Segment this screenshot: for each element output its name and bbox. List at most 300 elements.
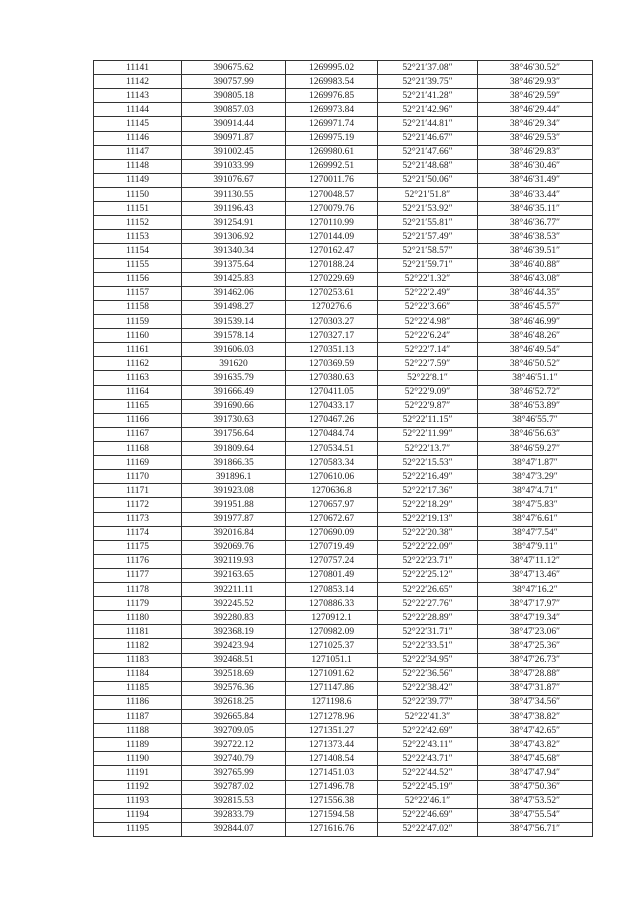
latitude-cell: 52°21′41.28″ [378,89,478,103]
table-row [94,159,593,173]
latitude-cell: 52°22′7.14″ [378,343,478,357]
latitude-cell: 52°22′46.69″ [378,808,478,822]
latitude-cell: 52°22′7.59″ [378,357,478,371]
point-number-cell: 11190 [94,752,182,766]
table-row [94,314,593,328]
table-row [94,724,593,738]
point-number-cell: 11142 [94,75,182,89]
y-coordinate-cell: 1271408.54 [286,752,378,766]
x-coordinate-cell: 392709.05 [182,724,286,738]
latitude-cell: 52°22′11.15″ [378,413,478,427]
longitude-cell: 38°47′5.83″ [478,498,593,512]
latitude-cell: 52°22′34.95″ [378,653,478,667]
x-coordinate-cell: 391606.03 [182,343,286,357]
y-coordinate-cell: 1270484.74 [286,427,378,441]
latitude-cell: 52°22′15.53″ [378,456,478,470]
x-coordinate-cell: 391498.27 [182,300,286,314]
longitude-cell: 38°47′45.68″ [478,752,593,766]
latitude-cell: 52°22′28.89″ [378,611,478,625]
longitude-cell: 38°46′29.59″ [478,89,593,103]
longitude-cell: 38°47′31.87″ [478,681,593,695]
latitude-cell: 52°22′19.13″ [378,512,478,526]
point-number-cell: 11182 [94,639,182,653]
longitude-cell: 38°47′28.88″ [478,667,593,681]
x-coordinate-cell: 390805.18 [182,89,286,103]
y-coordinate-cell: 1270276.6 [286,300,378,314]
latitude-cell: 52°22′16.49″ [378,470,478,484]
table-row [94,230,593,244]
point-number-cell: 11186 [94,695,182,709]
coordinates-table-body [94,61,593,837]
latitude-cell: 52°21′48.68″ [378,159,478,173]
table-row [94,752,593,766]
longitude-cell: 38°46′44.35″ [478,286,593,300]
table-row [94,498,593,512]
point-number-cell: 11185 [94,681,182,695]
latitude-cell: 52°22′31.71″ [378,625,478,639]
x-coordinate-cell: 390971.87 [182,131,286,145]
point-number-cell: 11191 [94,766,182,780]
latitude-cell: 52°22′9.09″ [378,385,478,399]
latitude-cell: 52°22′47.02″ [378,822,478,836]
y-coordinate-cell: 1269995.02 [286,61,378,75]
longitude-cell: 38°46′38.53″ [478,230,593,244]
point-number-cell: 11160 [94,329,182,343]
latitude-cell: 52°21′59.71″ [378,258,478,272]
y-coordinate-cell: 1270912.1 [286,611,378,625]
point-number-cell: 11170 [94,470,182,484]
x-coordinate-cell: 392765.99 [182,766,286,780]
point-number-cell: 11159 [94,314,182,328]
point-number-cell: 11152 [94,216,182,230]
point-number-cell: 11192 [94,780,182,794]
x-coordinate-cell: 392368.19 [182,625,286,639]
y-coordinate-cell: 1270369.59 [286,357,378,371]
longitude-cell: 38°47′55.54″ [478,808,593,822]
point-number-cell: 11169 [94,456,182,470]
y-coordinate-cell: 1270853.14 [286,583,378,597]
latitude-cell: 52°22′43.71″ [378,752,478,766]
y-coordinate-cell: 1270610.06 [286,470,378,484]
longitude-cell: 38°46′31.49″ [478,173,593,187]
point-number-cell: 11156 [94,272,182,286]
point-number-cell: 11189 [94,738,182,752]
table-row [94,258,593,272]
point-number-cell: 11150 [94,187,182,201]
point-number-cell: 11178 [94,583,182,597]
x-coordinate-cell: 391002.45 [182,145,286,159]
longitude-cell: 38°47′16.2″ [478,583,593,597]
point-number-cell: 11147 [94,145,182,159]
point-number-cell: 11154 [94,244,182,258]
y-coordinate-cell: 1269971.74 [286,117,378,131]
x-coordinate-cell: 391539.14 [182,314,286,328]
y-coordinate-cell: 1270467.26 [286,413,378,427]
y-coordinate-cell: 1269992.51 [286,159,378,173]
latitude-cell: 52°22′23.71″ [378,554,478,568]
latitude-cell: 52°22′45.19″ [378,780,478,794]
longitude-cell: 38°47′11.12″ [478,554,593,568]
y-coordinate-cell: 1270229.69 [286,272,378,286]
table-row [94,427,593,441]
latitude-cell: 52°22′25.12″ [378,568,478,582]
x-coordinate-cell: 391254.91 [182,216,286,230]
point-number-cell: 11166 [94,413,182,427]
point-number-cell: 11194 [94,808,182,822]
latitude-cell: 52°22′42.69″ [378,724,478,738]
table-row [94,512,593,526]
latitude-cell: 52°22′43.11″ [378,738,478,752]
y-coordinate-cell: 1271278.96 [286,710,378,724]
longitude-cell: 38°46′30.46″ [478,159,593,173]
latitude-cell: 52°22′26.65″ [378,583,478,597]
y-coordinate-cell: 1270886.33 [286,597,378,611]
x-coordinate-cell: 391033.99 [182,159,286,173]
longitude-cell: 38°46′30.52″ [478,61,593,75]
latitude-cell: 52°22′39.77″ [378,695,478,709]
latitude-cell: 52°22′18.29″ [378,498,478,512]
y-coordinate-cell: 1269983.54 [286,75,378,89]
x-coordinate-cell: 391951.88 [182,498,286,512]
x-coordinate-cell: 390757.99 [182,75,286,89]
point-number-cell: 11171 [94,484,182,498]
longitude-cell: 38°47′9.11″ [478,540,593,554]
longitude-cell: 38°46′29.44″ [478,103,593,117]
longitude-cell: 38°47′50.36″ [478,780,593,794]
table-row [94,272,593,286]
x-coordinate-cell: 392119.93 [182,554,286,568]
point-number-cell: 11180 [94,611,182,625]
y-coordinate-cell: 1270253.61 [286,286,378,300]
latitude-cell: 52°22′20.38″ [378,526,478,540]
table-row [94,667,593,681]
y-coordinate-cell: 1270719.49 [286,540,378,554]
point-number-cell: 11141 [94,61,182,75]
point-number-cell: 11146 [94,131,182,145]
x-coordinate-cell: 391425.83 [182,272,286,286]
table-row [94,300,593,314]
longitude-cell: 38°46′56.63″ [478,427,593,441]
table-row [94,216,593,230]
latitude-cell: 52°22′33.51″ [378,639,478,653]
longitude-cell: 38°47′3.29″ [478,470,593,484]
point-number-cell: 11153 [94,230,182,244]
x-coordinate-cell: 390914.44 [182,117,286,131]
x-coordinate-cell: 392069.76 [182,540,286,554]
latitude-cell: 52°22′9.87″ [378,399,478,413]
latitude-cell: 52°21′58.57″ [378,244,478,258]
table-row [94,89,593,103]
table-row [94,413,593,427]
y-coordinate-cell: 1269976.85 [286,89,378,103]
point-number-cell: 11151 [94,202,182,216]
latitude-cell: 52°21′57.49″ [378,230,478,244]
latitude-cell: 52°22′13.7″ [378,441,478,455]
x-coordinate-cell: 392245.52 [182,597,286,611]
latitude-cell: 52°21′39.75″ [378,75,478,89]
table-row [94,131,593,145]
point-number-cell: 11173 [94,512,182,526]
coordinates-table [93,60,593,837]
y-coordinate-cell: 1271091.62 [286,667,378,681]
point-number-cell: 11188 [94,724,182,738]
longitude-cell: 38°47′42.65″ [478,724,593,738]
y-coordinate-cell: 1271451.03 [286,766,378,780]
table-row [94,568,593,582]
y-coordinate-cell: 1270162.47 [286,244,378,258]
x-coordinate-cell: 392423.94 [182,639,286,653]
x-coordinate-cell: 392815.53 [182,794,286,808]
latitude-cell: 52°22′17.36″ [378,484,478,498]
longitude-cell: 38°46′59.27″ [478,441,593,455]
latitude-cell: 52°22′44.52″ [378,766,478,780]
x-coordinate-cell: 391076.67 [182,173,286,187]
x-coordinate-cell: 392722.12 [182,738,286,752]
point-number-cell: 11183 [94,653,182,667]
y-coordinate-cell: 1271616.76 [286,822,378,836]
table-row [94,343,593,357]
y-coordinate-cell: 1270144.09 [286,230,378,244]
point-number-cell: 11195 [94,822,182,836]
longitude-cell: 38°47′6.61″ [478,512,593,526]
x-coordinate-cell: 391809.64 [182,441,286,455]
point-number-cell: 11168 [94,441,182,455]
y-coordinate-cell: 1271594.58 [286,808,378,822]
table-row [94,357,593,371]
y-coordinate-cell: 1270011.76 [286,173,378,187]
table-row [94,794,593,808]
y-coordinate-cell: 1270433.17 [286,399,378,413]
y-coordinate-cell: 1269980.61 [286,145,378,159]
x-coordinate-cell: 392468.51 [182,653,286,667]
table-row [94,822,593,836]
longitude-cell: 38°46′35.11″ [478,202,593,216]
latitude-cell: 52°22′6.24″ [378,329,478,343]
latitude-cell: 52°22′2.49″ [378,286,478,300]
table-row [94,399,593,413]
longitude-cell: 38°46′53.89″ [478,399,593,413]
y-coordinate-cell: 1271373.44 [286,738,378,752]
table-row [94,75,593,89]
y-coordinate-cell: 1270380.63 [286,371,378,385]
point-number-cell: 11175 [94,540,182,554]
x-coordinate-cell: 391578.14 [182,329,286,343]
y-coordinate-cell: 1271198.6 [286,695,378,709]
latitude-cell: 52°22′4.98″ [378,314,478,328]
table-row [94,103,593,117]
x-coordinate-cell: 391866.35 [182,456,286,470]
x-coordinate-cell: 391130.55 [182,187,286,201]
x-coordinate-cell: 391340.34 [182,244,286,258]
x-coordinate-cell: 392787.02 [182,780,286,794]
x-coordinate-cell: 391896.1 [182,470,286,484]
table-row [94,244,593,258]
longitude-cell: 38°47′56.71″ [478,822,593,836]
y-coordinate-cell: 1269975.19 [286,131,378,145]
y-coordinate-cell: 1271051.1 [286,653,378,667]
y-coordinate-cell: 1271351.27 [286,724,378,738]
point-number-cell: 11179 [94,597,182,611]
longitude-cell: 38°47′25.36″ [478,639,593,653]
latitude-cell: 52°22′46.1″ [378,794,478,808]
table-row [94,187,593,201]
x-coordinate-cell: 392518.69 [182,667,286,681]
x-coordinate-cell: 391977.87 [182,512,286,526]
y-coordinate-cell: 1270657.97 [286,498,378,512]
y-coordinate-cell: 1270757.24 [286,554,378,568]
latitude-cell: 52°22′1.32″ [378,272,478,286]
table-row [94,780,593,794]
table-row [94,695,593,709]
point-number-cell: 11181 [94,625,182,639]
table-row [94,808,593,822]
latitude-cell: 52°22′8.1″ [378,371,478,385]
longitude-cell: 38°46′29.34″ [478,117,593,131]
longitude-cell: 38°46′33.44″ [478,187,593,201]
longitude-cell: 38°46′49.54″ [478,343,593,357]
x-coordinate-cell: 391635.79 [182,371,286,385]
table-row [94,681,593,695]
table-row [94,639,593,653]
table-row [94,173,593,187]
point-number-cell: 11145 [94,117,182,131]
y-coordinate-cell: 1270636.8 [286,484,378,498]
latitude-cell: 52°22′38.42″ [378,681,478,695]
latitude-cell: 52°21′37.08″ [378,61,478,75]
point-number-cell: 11148 [94,159,182,173]
point-number-cell: 11162 [94,357,182,371]
table-row [94,456,593,470]
longitude-cell: 38°46′55.7″ [478,413,593,427]
latitude-cell: 52°22′11.99″ [378,427,478,441]
point-number-cell: 11155 [94,258,182,272]
y-coordinate-cell: 1271556.38 [286,794,378,808]
y-coordinate-cell: 1270801.49 [286,568,378,582]
x-coordinate-cell: 392211.11 [182,583,286,597]
point-number-cell: 11157 [94,286,182,300]
longitude-cell: 38°47′19.34″ [478,611,593,625]
x-coordinate-cell: 391666.49 [182,385,286,399]
point-number-cell: 11158 [94,300,182,314]
latitude-cell: 52°21′46.67″ [378,131,478,145]
table-row [94,385,593,399]
point-number-cell: 11144 [94,103,182,117]
y-coordinate-cell: 1270583.34 [286,456,378,470]
longitude-cell: 38°46′46.99″ [478,314,593,328]
longitude-cell: 38°46′48.26″ [478,329,593,343]
table-row [94,145,593,159]
longitude-cell: 38°46′36.77″ [478,216,593,230]
y-coordinate-cell: 1270534.51 [286,441,378,455]
latitude-cell: 52°22′27.76″ [378,597,478,611]
point-number-cell: 11164 [94,385,182,399]
longitude-cell: 38°46′45.57″ [478,300,593,314]
y-coordinate-cell: 1270110.99 [286,216,378,230]
x-coordinate-cell: 391620 [182,357,286,371]
longitude-cell: 38°46′29.53″ [478,131,593,145]
table-row [94,61,593,75]
longitude-cell: 38°46′29.93″ [478,75,593,89]
point-number-cell: 11172 [94,498,182,512]
x-coordinate-cell: 391756.64 [182,427,286,441]
longitude-cell: 38°47′38.82″ [478,710,593,724]
table-row [94,653,593,667]
longitude-cell: 38°47′47.94″ [478,766,593,780]
y-coordinate-cell: 1270672.67 [286,512,378,526]
point-number-cell: 11167 [94,427,182,441]
point-number-cell: 11163 [94,371,182,385]
latitude-cell: 52°21′55.81″ [378,216,478,230]
longitude-cell: 38°47′1.87″ [478,456,593,470]
x-coordinate-cell: 392618.25 [182,695,286,709]
longitude-cell: 38°47′13.46″ [478,568,593,582]
x-coordinate-cell: 392844.07 [182,822,286,836]
table-row [94,329,593,343]
x-coordinate-cell: 392280.83 [182,611,286,625]
x-coordinate-cell: 391923.08 [182,484,286,498]
x-coordinate-cell: 390857.03 [182,103,286,117]
table-row [94,441,593,455]
y-coordinate-cell: 1271147.86 [286,681,378,695]
y-coordinate-cell: 1271025.37 [286,639,378,653]
table-row [94,583,593,597]
table-row [94,766,593,780]
x-coordinate-cell: 391730.63 [182,413,286,427]
table-row [94,117,593,131]
x-coordinate-cell: 392163.65 [182,568,286,582]
longitude-cell: 38°46′29.83″ [478,145,593,159]
latitude-cell: 52°21′50.06″ [378,173,478,187]
x-coordinate-cell: 391462.06 [182,286,286,300]
point-number-cell: 11149 [94,173,182,187]
latitude-cell: 52°22′3.66″ [378,300,478,314]
x-coordinate-cell: 392665.84 [182,710,286,724]
table-row [94,611,593,625]
latitude-cell: 52°21′51.8″ [378,187,478,201]
x-coordinate-cell: 392833.79 [182,808,286,822]
table-row [94,371,593,385]
point-number-cell: 11184 [94,667,182,681]
longitude-cell: 38°46′51.1″ [478,371,593,385]
point-number-cell: 11176 [94,554,182,568]
longitude-cell: 38°47′17.97″ [478,597,593,611]
longitude-cell: 38°46′52.72″ [478,385,593,399]
latitude-cell: 52°22′41.3″ [378,710,478,724]
table-row [94,738,593,752]
latitude-cell: 52°22′22.09″ [378,540,478,554]
longitude-cell: 38°47′7.54″ [478,526,593,540]
longitude-cell: 38°46′50.52″ [478,357,593,371]
table-row [94,625,593,639]
table-row [94,202,593,216]
latitude-cell: 52°21′47.66″ [378,145,478,159]
x-coordinate-cell: 392576.36 [182,681,286,695]
table-row [94,286,593,300]
y-coordinate-cell: 1270411.05 [286,385,378,399]
point-number-cell: 11187 [94,710,182,724]
longitude-cell: 38°47′23.06″ [478,625,593,639]
table-row [94,710,593,724]
point-number-cell: 11193 [94,794,182,808]
longitude-cell: 38°47′4.71″ [478,484,593,498]
point-number-cell: 11143 [94,89,182,103]
x-coordinate-cell: 391196.43 [182,202,286,216]
y-coordinate-cell: 1270188.24 [286,258,378,272]
x-coordinate-cell: 392740.79 [182,752,286,766]
latitude-cell: 52°21′53.92″ [378,202,478,216]
y-coordinate-cell: 1270079.76 [286,202,378,216]
x-coordinate-cell: 390675.62 [182,61,286,75]
